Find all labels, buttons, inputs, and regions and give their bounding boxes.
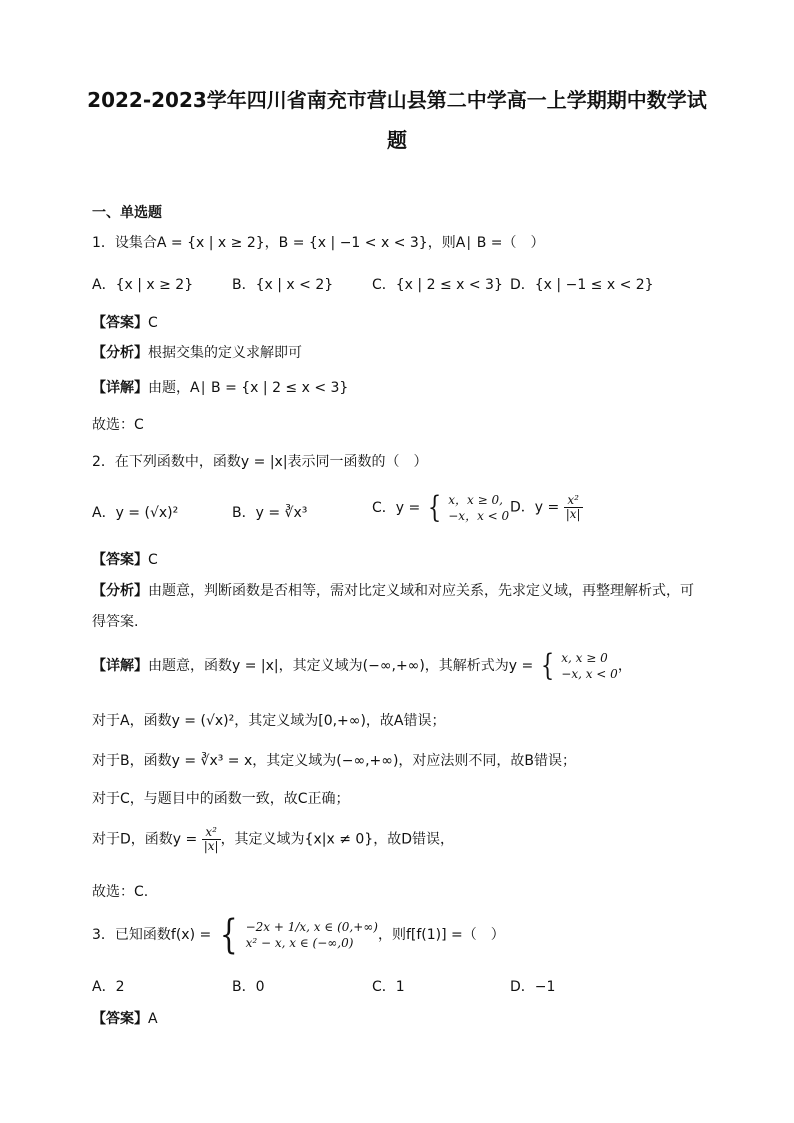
document-title-line2: 题: [387, 128, 407, 152]
q2-option-c-pieces: [448, 492, 509, 524]
q2-choose: 故选：C.: [92, 884, 149, 900]
q2-option-c-piece1: x，x ≥ 0,: [448, 493, 503, 507]
brace-icon: {: [540, 648, 554, 684]
q3-answer-row: [92, 1012, 158, 1026]
q1-analysis: 根据交集的定义求解即可: [148, 345, 302, 361]
q1-answer: C: [148, 315, 158, 331]
q2-detail-piece1: x, x ≥ 0: [561, 651, 608, 665]
q2-a-line: 对于A，函数y = (√x)²，其定义域为[0,+∞)，故A错误；: [92, 713, 446, 729]
q1-analysis-tag: 【分析】: [92, 345, 148, 361]
q2-option-b: B．y = ∛x³: [232, 505, 308, 521]
q2-d-fraction: [202, 826, 221, 853]
q1-answer-tag: 【答案】: [92, 315, 148, 331]
q1-option-d: D．{x | −1 ≤ x < 2}: [510, 277, 654, 293]
q1-option-a: A．{x | x ≥ 2}: [92, 277, 194, 293]
q2-option-c: [372, 492, 509, 524]
q2-detail-pieces: [561, 650, 618, 682]
q2-option-d: [510, 494, 583, 521]
q2-detail-row: [92, 650, 632, 682]
q2-analysis-row: [92, 584, 694, 598]
q2-d-line: [92, 826, 454, 853]
q2-detail-tail: ，: [617, 658, 632, 675]
document-title-line1: 2022-2023学年四川省南充市营山县第二中学高一上学期期中数学试: [87, 88, 707, 112]
q3-piece1: −2x + 1/x, x ∈ (0,+∞): [245, 919, 378, 934]
q1-detail-tag: 【详解】: [92, 380, 148, 396]
q2-option-a: A．y = (√x)²: [92, 505, 179, 521]
q2-answer: C: [148, 552, 158, 568]
q2-analysis-line2: 得答案.: [92, 614, 139, 630]
q2-analysis-tag: 【分析】: [92, 583, 148, 599]
q2-stem: 2．在下列函数中，函数y = |x|表示同一函数的（ ）: [92, 454, 428, 470]
q1-detail: 由题，A∣ B = {x | 2 ≤ x < 3}: [148, 380, 349, 396]
q2-detail-main: 由题意，函数y = |x|，其定义域为(−∞,+∞)，其解析式为y =: [148, 658, 534, 675]
q2-c-line: 对于C，与题目中的函数一致，故C正确；: [92, 791, 350, 807]
q2-d-line-post: ，其定义域为{x|x ≠ 0}，故D错误，: [220, 831, 454, 848]
q2-answer-tag: 【答案】: [92, 552, 148, 568]
q3-answer: A: [148, 1011, 158, 1027]
q2-detail-piece2: −x, x < 0: [561, 667, 618, 682]
q2-option-c-piece2: −x，x < 0: [448, 509, 510, 524]
q3-pieces: [246, 919, 378, 951]
q2-answer-row: [92, 553, 158, 567]
brace-icon: {: [427, 490, 441, 526]
q2-analysis-line1: 由题意，判断函数是否相等，需对比定义域和对应关系，先求定义域，再整理解析式，可: [148, 583, 694, 599]
q2-d-denominator: |x|: [203, 839, 219, 854]
q2-detail-tag: 【详解】: [92, 658, 148, 675]
q3-stem-post: ，则f[f(1)] =（ ）: [377, 927, 505, 943]
q2-option-d-numerator: x²: [564, 494, 583, 508]
q1-analysis-row: [92, 346, 302, 360]
q1-choose: 故选：C: [92, 417, 144, 433]
q1-option-c: C．{x | 2 ≤ x < 3}: [372, 277, 503, 293]
q3-stem-pre: 3．已知函数f(x) =: [92, 927, 212, 943]
brace-icon: {: [219, 912, 238, 958]
q3-stem: [92, 912, 505, 958]
q1-detail-row: [92, 381, 348, 395]
q3-option-a: A．2: [92, 979, 125, 995]
q2-d-line-pre: 对于D，函数y =: [92, 831, 198, 848]
q2-option-c-label: C．y =: [372, 500, 421, 517]
q2-option-d-fraction: [564, 494, 583, 521]
section-heading: 一、单选题: [92, 205, 162, 221]
q2-d-numerator: x²: [202, 826, 221, 840]
q1-option-b: B．{x | x < 2}: [232, 277, 334, 293]
q3-piece2: x² − x, x ∈ (−∞,0): [245, 936, 354, 950]
q3-option-d: D．−1: [510, 979, 556, 995]
q3-option-b: B．0: [232, 979, 265, 995]
q2-b-line: 对于B，函数y = ∛x³ = x，其定义域为(−∞,+∞)，对应法则不同，故B错误；: [92, 753, 577, 769]
q1-stem: 1．设集合A = {x | x ≥ 2}，B = {x | −1 < x < 3}，则A∣ B =（ ）: [92, 235, 545, 251]
q3-answer-tag: 【答案】: [92, 1011, 148, 1027]
q3-option-c: C．1: [372, 979, 405, 995]
q2-option-d-denominator: |x|: [565, 507, 581, 522]
q1-answer-row: [92, 316, 158, 330]
q2-option-d-label: D．y =: [510, 499, 560, 516]
